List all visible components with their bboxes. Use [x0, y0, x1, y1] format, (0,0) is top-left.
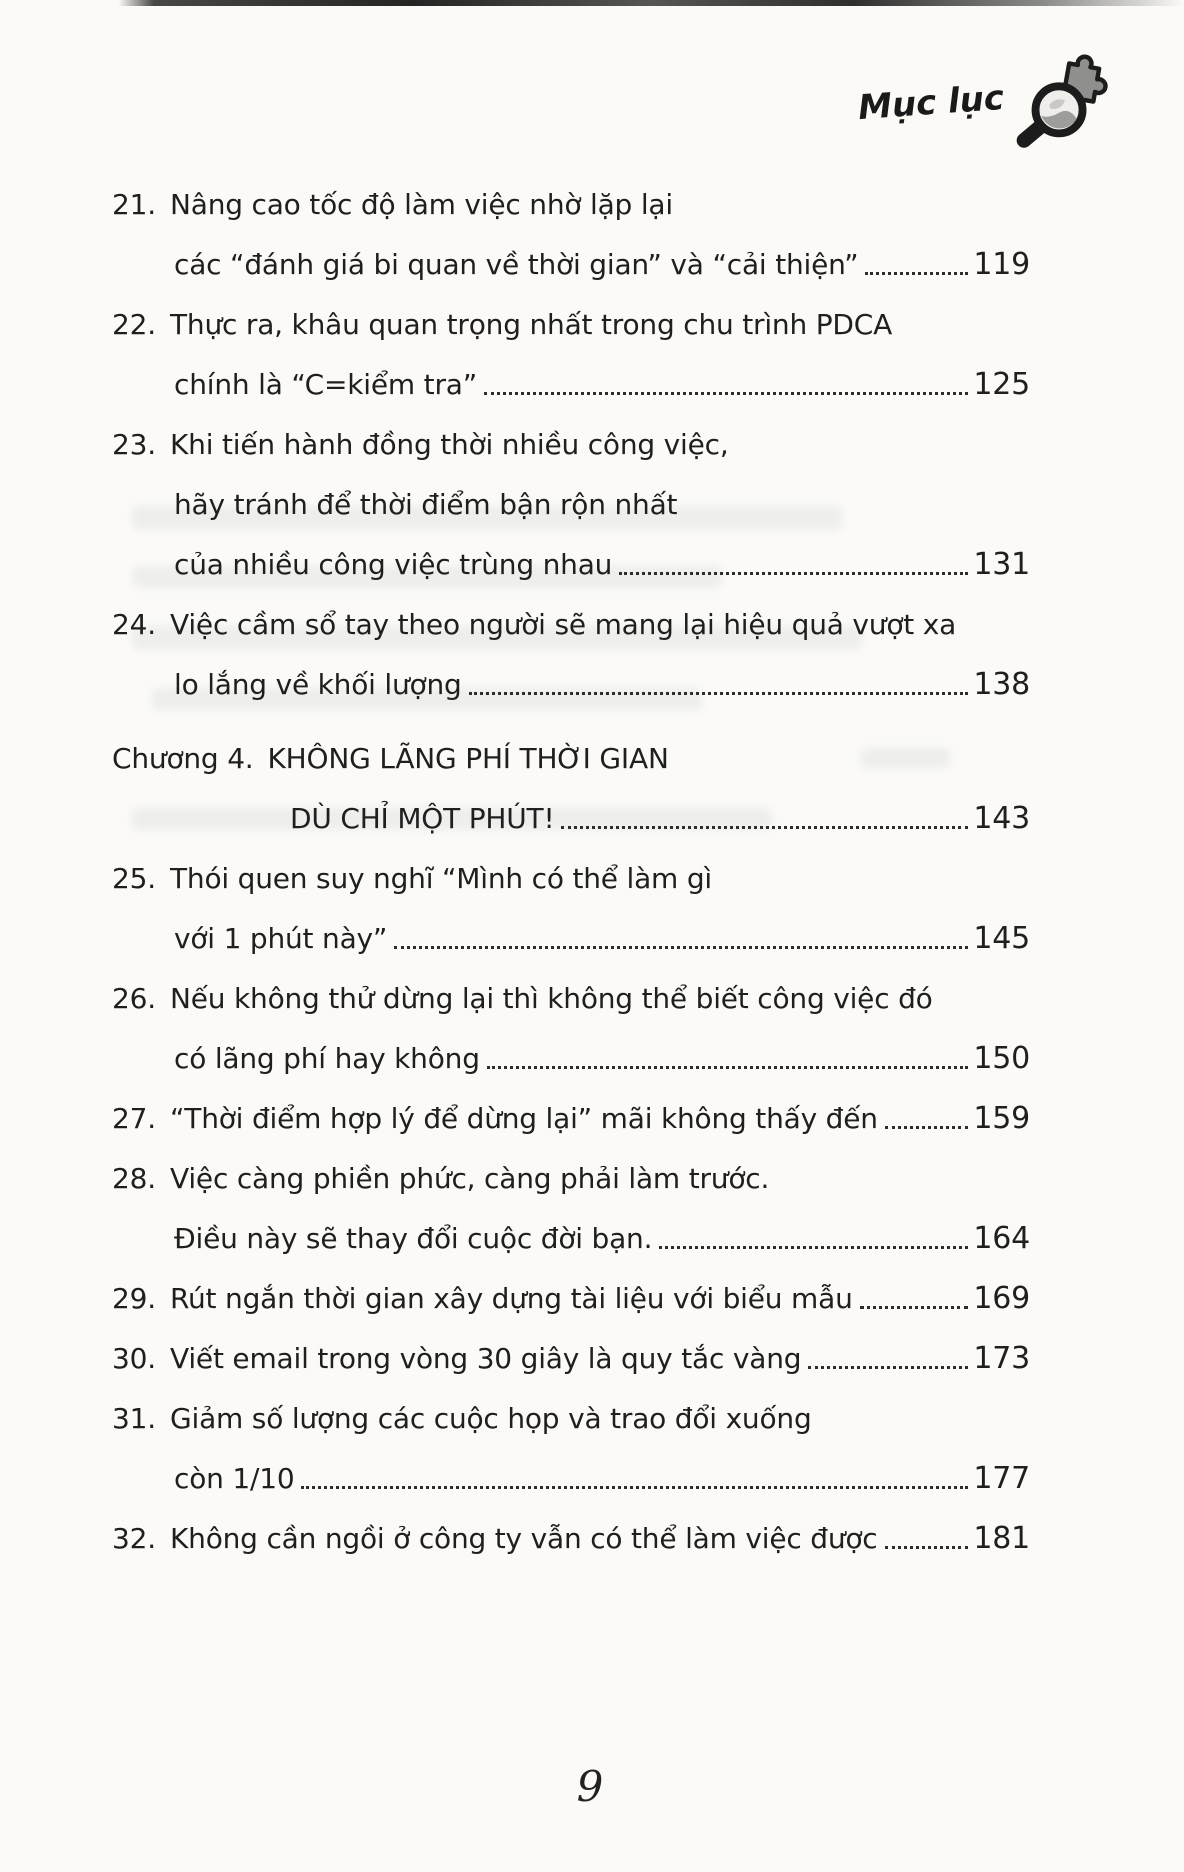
toc-item-entry — [112, 860, 1030, 958]
entry-page-number: 173 — [973, 1341, 1030, 1376]
toc-line — [112, 800, 1030, 838]
dot-leader — [484, 392, 968, 395]
entry-number: 23. — [112, 428, 156, 461]
toc-line — [112, 740, 1030, 778]
entry-text: chính là “C=kiểm tra” — [174, 368, 478, 401]
toc-line — [112, 860, 1030, 898]
toc-line — [112, 1280, 1030, 1318]
entry-number: 30. — [112, 1342, 156, 1375]
entry-page-number: 119 — [973, 247, 1030, 282]
toc-line — [112, 1400, 1030, 1438]
entry-number: Chương 4. — [112, 742, 254, 775]
toc-item-entry — [112, 1100, 1030, 1138]
toc-item-entry — [112, 1520, 1030, 1558]
toc-line — [112, 1520, 1030, 1558]
entry-text: còn 1/10 — [174, 1462, 295, 1495]
entry-text: Thói quen suy nghĩ “Mình có thể làm gì — [170, 862, 712, 895]
entry-page-number: 169 — [973, 1281, 1030, 1316]
toc-line — [112, 486, 1030, 524]
entry-number: 25. — [112, 862, 156, 895]
toc-item-entry — [112, 980, 1030, 1078]
toc-line — [112, 306, 1030, 344]
entry-text: Việc càng phiền phức, càng phải làm trước. — [170, 1162, 770, 1195]
entry-number: 24. — [112, 608, 156, 641]
entry-text: Thực ra, khâu quan trọng nhất trong chu trình PDCA — [170, 308, 893, 341]
entry-number: 22. — [112, 308, 156, 341]
toc-line — [112, 1040, 1030, 1078]
dot-leader — [619, 572, 968, 575]
entry-number: 27. — [112, 1102, 156, 1135]
toc-line — [112, 1460, 1030, 1498]
page-header — [858, 54, 1110, 152]
toc-item-entry — [112, 1160, 1030, 1258]
footer-page-number: 9 — [576, 1762, 604, 1811]
entry-text: hãy tránh để thời điểm bận rộn nhất — [174, 488, 678, 521]
dot-leader — [865, 272, 968, 275]
entry-number: 26. — [112, 982, 156, 1015]
toc-line — [112, 1160, 1030, 1198]
toc-item-entry — [112, 606, 1030, 704]
toc-line — [112, 1340, 1030, 1378]
dot-leader — [860, 1306, 969, 1309]
dot-leader — [885, 1126, 969, 1129]
magnifier-puzzle-icon — [1012, 54, 1110, 152]
entry-text: “Thời điểm hợp lý để dừng lại” mãi không thấy đến — [170, 1102, 878, 1135]
toc-item-entry — [112, 1280, 1030, 1318]
entry-number: 31. — [112, 1402, 156, 1435]
toc-line — [112, 1220, 1030, 1258]
toc-item-entry — [112, 186, 1030, 284]
toc-line — [112, 920, 1030, 958]
entry-page-number: 131 — [973, 547, 1030, 582]
toc-line — [112, 666, 1030, 704]
toc-line — [112, 246, 1030, 284]
entry-text: Điều này sẽ thay đổi cuộc đời bạn. — [174, 1222, 653, 1255]
toc-line — [112, 606, 1030, 644]
entry-text: có lãng phí hay không — [174, 1042, 480, 1075]
toc-chapter-entry — [112, 740, 1030, 838]
dot-leader — [487, 1066, 969, 1069]
toc-line — [112, 426, 1030, 464]
dot-leader — [301, 1486, 968, 1489]
toc-item-entry — [112, 1400, 1030, 1498]
entry-text: các “đánh giá bi quan về thời gian” và “cải thiện” — [174, 248, 859, 281]
entry-number: 21. — [112, 188, 156, 221]
toc-line — [112, 546, 1030, 584]
dot-leader — [469, 692, 969, 695]
toc-item-entry — [112, 1340, 1030, 1378]
entry-text: Việc cầm sổ tay theo người sẽ mang lại hiệu quả vượt xa — [170, 608, 957, 641]
dot-leader — [885, 1546, 969, 1549]
entry-text: Viết email trong vòng 30 giây là quy tắc vàng — [170, 1342, 802, 1375]
entry-page-number: 181 — [973, 1521, 1030, 1556]
page-title: Mục lục — [856, 77, 1006, 129]
toc-item-entry — [112, 426, 1030, 584]
entry-text: lo lắng về khối lượng — [174, 668, 462, 701]
entry-text: DÙ CHỈ MỘT PHÚT! — [290, 802, 555, 835]
toc-line — [112, 1100, 1030, 1138]
entry-number: 28. — [112, 1162, 156, 1195]
entry-page-number: 159 — [973, 1101, 1030, 1136]
toc-item-entry — [112, 306, 1030, 404]
entry-page-number: 150 — [973, 1041, 1030, 1076]
entry-text: của nhiều công việc trùng nhau — [174, 548, 613, 581]
entry-page-number: 125 — [973, 367, 1030, 402]
entry-page-number: 145 — [973, 921, 1030, 956]
entry-text: KHÔNG LÃNG PHÍ THỜI GIAN — [267, 742, 669, 775]
dot-leader — [659, 1246, 968, 1249]
entry-text: Nếu không thử dừng lại thì không thể biết công việc đó — [170, 982, 933, 1015]
entry-page-number: 164 — [973, 1221, 1030, 1256]
entry-page-number: 143 — [973, 801, 1030, 836]
entry-text: Giảm số lượng các cuộc họp và trao đổi xuống — [170, 1402, 812, 1435]
toc-line — [112, 186, 1030, 224]
entry-text: Không cần ngồi ở công ty vẫn có thể làm việc được — [170, 1522, 878, 1555]
entry-text: Khi tiến hành đồng thời nhiều công việc, — [170, 428, 729, 461]
toc-line — [112, 366, 1030, 404]
entry-page-number: 138 — [973, 667, 1030, 702]
dot-leader — [808, 1366, 968, 1369]
entry-page-number: 177 — [973, 1461, 1030, 1496]
dot-leader — [394, 946, 968, 949]
entry-text: Nâng cao tốc độ làm việc nhờ lặp lại — [170, 188, 673, 221]
entry-text: với 1 phút này” — [174, 922, 388, 955]
entry-number: 29. — [112, 1282, 156, 1315]
entry-text: Rút ngắn thời gian xây dựng tài liệu với biểu mẫu — [170, 1282, 853, 1315]
toc-line — [112, 980, 1030, 1018]
dot-leader — [561, 826, 968, 829]
entry-number: 32. — [112, 1522, 156, 1555]
